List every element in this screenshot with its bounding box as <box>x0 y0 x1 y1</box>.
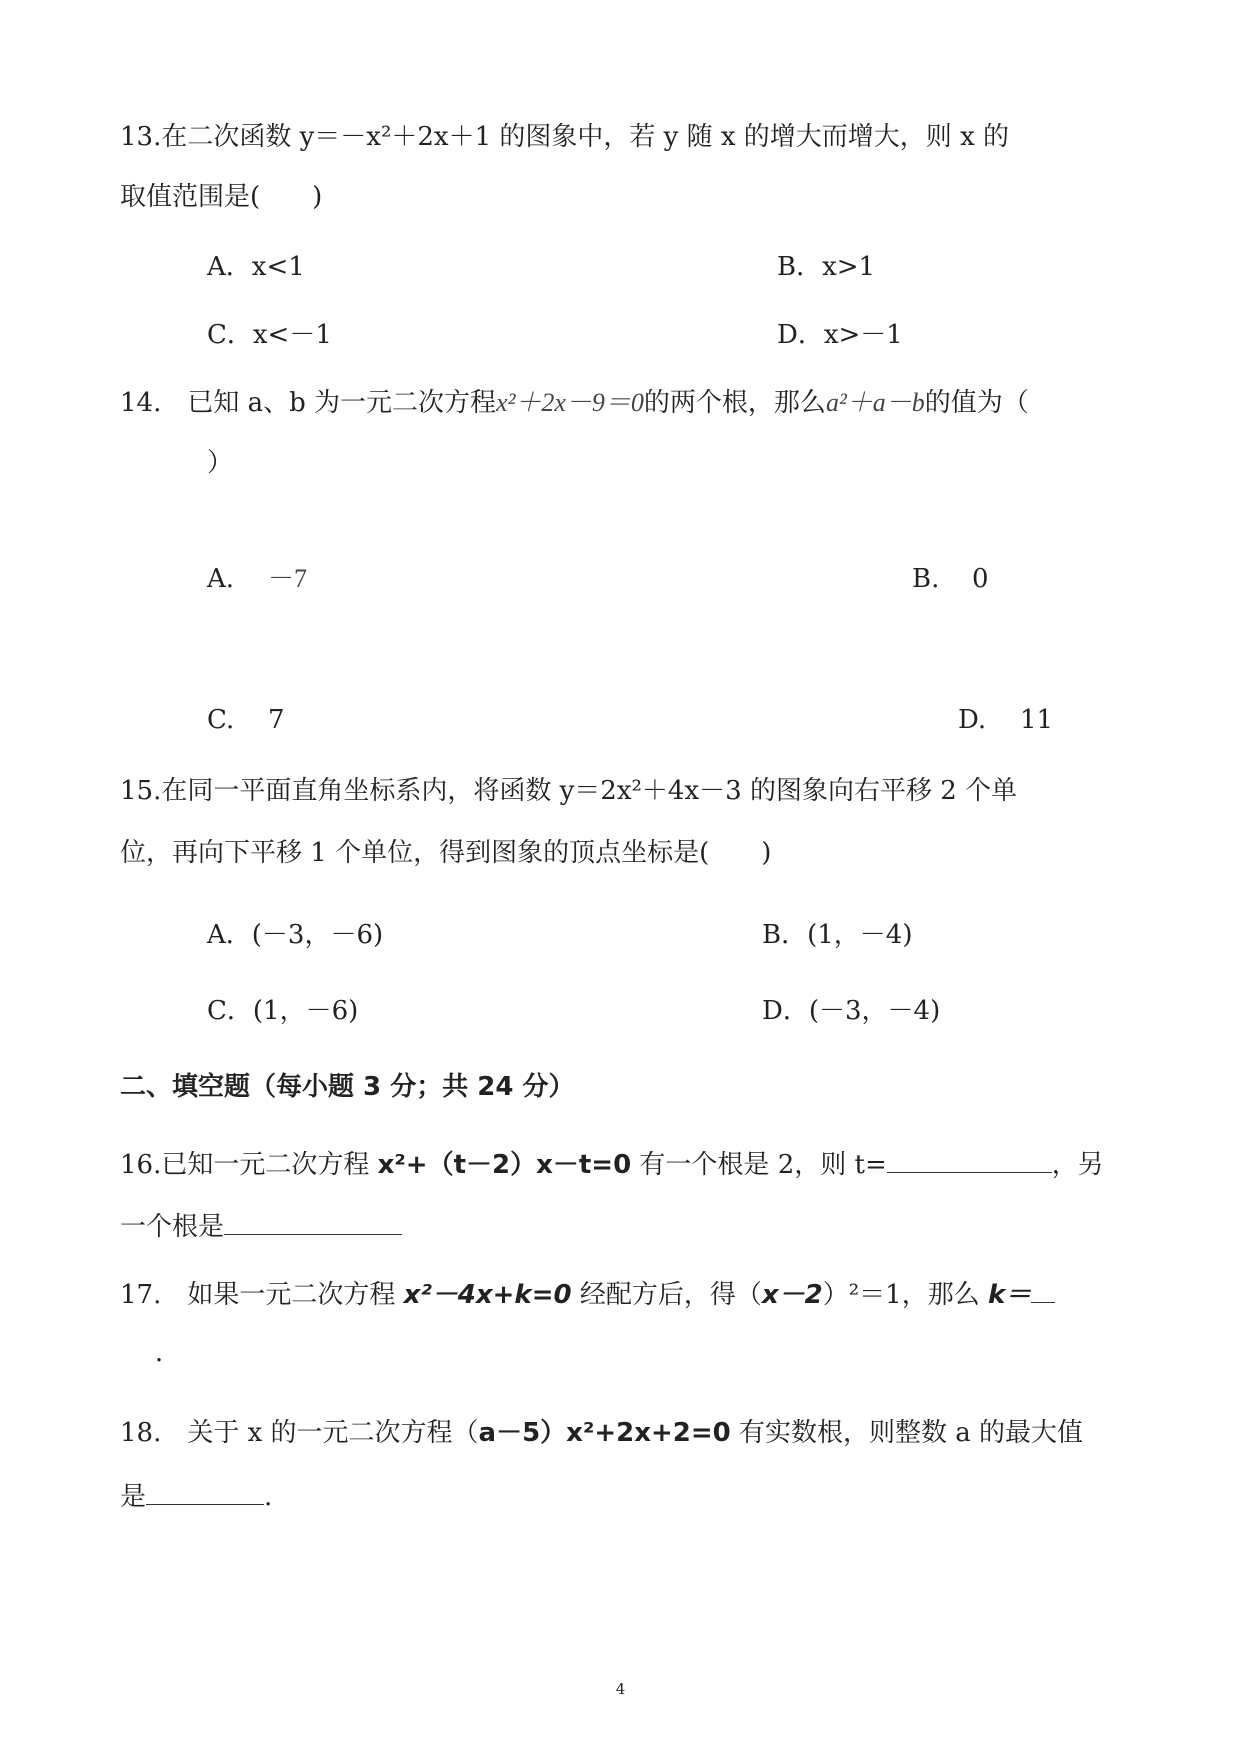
q15-option-b: B．(1，－4) <box>762 920 913 950</box>
q14-prefix: 14. 已知 a、b 为一元二次方程 <box>120 388 497 418</box>
q17-line1 <box>120 1280 1055 1308</box>
q17-prefix: 17. 如果一元二次方程 <box>120 1280 404 1310</box>
q15-line1: 15.在同一平面直角坐标系内，将函数 y＝2x²＋4x－3 的图象向右平移 2 个单 <box>120 776 1018 806</box>
q16-middle: 有一个根是 2，则 t= <box>631 1150 887 1180</box>
q17-equation: x²－4x+k=0 <box>403 1280 572 1310</box>
q18-blank-a[interactable] <box>146 1482 264 1505</box>
q17-blank-k[interactable] <box>1031 1280 1055 1303</box>
q13-option-d: D．x>－1 <box>777 320 903 350</box>
q14-option-c-label: C. <box>207 705 235 735</box>
q18-line2-text: 是 <box>120 1482 147 1512</box>
q13-option-b: B．x>1 <box>777 252 876 282</box>
q14-line1 <box>120 390 1029 416</box>
q14-equation: x²＋2x－9＝0 <box>496 388 644 417</box>
q15-line2: 位，再向下平移 1 个单位，得到图象的顶点坐标是( ) <box>120 838 772 868</box>
q13-line1: 13.在二次函数 y＝－x²＋2x＋1 的图象中，若 y 随 x 的增大而增大，则 x 的 <box>120 122 1010 152</box>
q18-line2-end: . <box>264 1482 273 1512</box>
q17-end: ）²＝1，那么 <box>822 1280 988 1310</box>
q18-line1 <box>120 1420 1083 1446</box>
q15-option-c: C．(1，－6) <box>207 996 359 1026</box>
q13-line2: 取值范围是( ) <box>120 182 323 212</box>
q14-suffix: 的值为（ <box>924 388 1029 418</box>
q16-line2 <box>120 1212 402 1240</box>
q14-option-d-value: 11 <box>1020 705 1054 735</box>
q13-option-a: A．x<1 <box>207 252 305 282</box>
q18-equation: a－5）x²+2x+2=0 <box>478 1418 731 1448</box>
q14-option-c-value: 7 <box>268 705 285 735</box>
q14-option-b-label: B. <box>912 564 940 594</box>
q16-line2-text: 一个根是 <box>120 1212 225 1242</box>
page-number: 4 <box>615 1680 626 1698</box>
q14-option-a-value: －7 <box>268 564 308 593</box>
q14-middle: 的两个根，那么 <box>643 388 826 418</box>
q13-option-c: C．x<－1 <box>207 320 332 350</box>
q16-end: ，另 <box>1051 1150 1104 1180</box>
q16-line1 <box>120 1150 1104 1178</box>
q15-option-a: A．(－3，－6) <box>207 920 384 950</box>
q14-expression: a²＋a－b <box>825 388 925 417</box>
q18-prefix: 18. 关于 x 的一元二次方程（ <box>120 1418 479 1448</box>
q14-option-a-label: A. <box>207 564 235 594</box>
q18-end: 有实数根，则整数 a 的最大值 <box>730 1418 1084 1448</box>
q18-line2 <box>120 1482 272 1510</box>
q17-middle: 经配方后，得（ <box>571 1280 762 1310</box>
q16-blank-root[interactable] <box>224 1212 402 1235</box>
section-heading: 二、填空题（每小题 3 分；共 24 分） <box>120 1072 575 1102</box>
q17-k: k＝ <box>987 1280 1032 1310</box>
q16-prefix: 16.已知一元二次方程 <box>120 1150 378 1180</box>
q14-option-d-label: D. <box>958 705 987 735</box>
q14-line2: ） <box>207 448 234 478</box>
q16-blank-t[interactable] <box>887 1150 1052 1173</box>
q15-option-d: D．(－3，－4) <box>762 996 941 1026</box>
q17-line2: ． <box>155 1338 182 1368</box>
q16-equation: x²+（t－2）x－t=0 <box>377 1150 632 1180</box>
q14-option-b-value: 0 <box>972 564 989 594</box>
q17-equation2: x－2 <box>761 1280 823 1310</box>
